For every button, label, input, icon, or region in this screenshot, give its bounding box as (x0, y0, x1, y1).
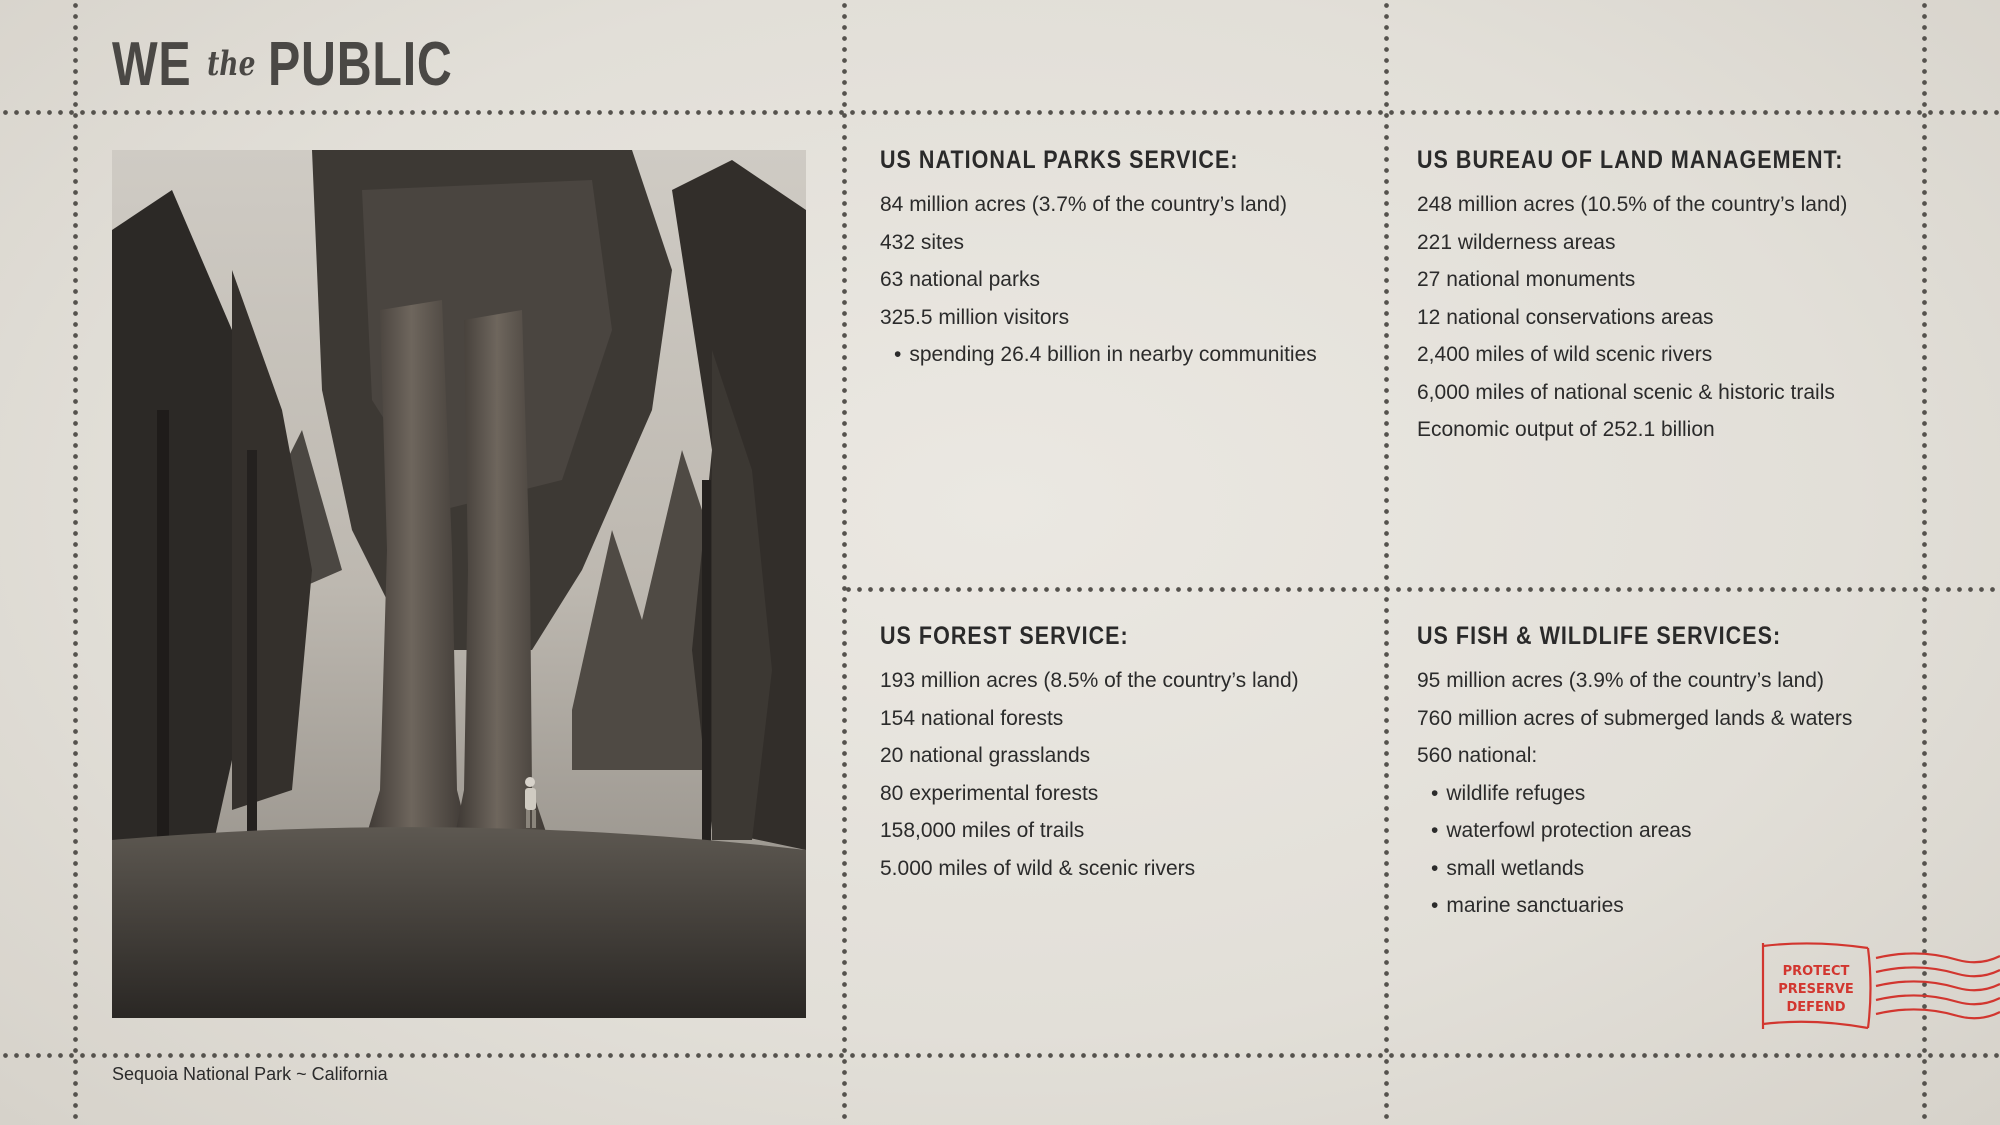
list-item: 248 million acres (10.5% of the country’s land) (1417, 193, 1848, 216)
section-fish-wildlife (1417, 620, 1937, 925)
list-item: 20 national grasslands (880, 744, 1091, 767)
dotted-divider-left (73, 0, 78, 1125)
brand-the: the (207, 44, 256, 84)
dotted-divider-middle (843, 587, 2000, 592)
list-item: Economic output of 252.1 billion (1417, 418, 1715, 441)
dotted-divider-top (0, 110, 2000, 115)
list-item: 2,400 miles of wild scenic rivers (1417, 343, 1713, 366)
photo-caption: Sequoia National Park ~ California (112, 1064, 388, 1084)
list-item: 5.000 miles of wild & scenic rivers (880, 856, 1196, 880)
section-title: US NATIONAL PARKS SERVICE: (880, 146, 1239, 174)
brand-we: WE (112, 29, 192, 99)
list-item: 560 national: (1417, 744, 1538, 767)
list-item: 154 national forests (880, 706, 1064, 730)
list-item: 27 national monuments (1417, 268, 1636, 291)
brand-logo (112, 26, 453, 102)
stamp-line-preserve: PRESERVE (1778, 982, 1854, 997)
sequoia-photo (112, 150, 806, 1018)
section-forest-service (880, 620, 1400, 887)
list-item: 63 national parks (880, 268, 1040, 291)
list-item: 760 million acres of submerged lands & waters (1417, 706, 1853, 730)
list-item: 84 million acres (3.7% of the country’s land) (880, 193, 1287, 216)
list-subitem: • spending 26.4 billion in nearby communities (880, 336, 1400, 374)
section-title: US BUREAU OF LAND MANAGEMENT: (1417, 146, 1844, 174)
section-title: US FOREST SERVICE: (880, 622, 1129, 650)
list-item: 6,000 miles of national scenic & historic trails (1417, 380, 1835, 404)
section-land-management (1417, 144, 1937, 449)
stat-list (880, 662, 1400, 887)
dotted-divider-bottom (0, 1053, 2000, 1058)
list-subitem: • small wetlands (1417, 850, 1937, 888)
list-subitem: • waterfowl protection areas (1417, 812, 1937, 850)
section-title: US FISH & WILDLIFE SERVICES: (1417, 622, 1782, 650)
list-item: 221 wilderness areas (1417, 230, 1616, 254)
protect-preserve-defend-stamp (1758, 940, 2000, 1032)
stamp-line-protect: PROTECT (1782, 964, 1850, 979)
list-item: 95 million acres (3.9% of the country’s land) (1417, 669, 1824, 692)
list-item: 193 million acres (8.5% of the country’s land) (880, 669, 1299, 692)
brand-public: PUBLIC (267, 29, 453, 99)
dotted-divider-photo-right (842, 0, 847, 1125)
list-subitem: • wildlife refuges (1417, 775, 1937, 813)
list-item: 432 sites (880, 230, 965, 254)
stat-list (1417, 662, 1937, 925)
stat-list (1417, 186, 1937, 449)
list-item: 12 national conservations areas (1417, 305, 1714, 329)
list-subitem: • marine sanctuaries (1417, 887, 1937, 925)
stamp-line-defend: DEFEND (1786, 1000, 1846, 1015)
stat-list (880, 186, 1400, 374)
list-item: 80 experimental forests (880, 781, 1099, 805)
list-item: 158,000 miles of trails (880, 819, 1085, 842)
section-national-parks (880, 144, 1400, 374)
list-item: 325.5 million visitors (880, 305, 1070, 329)
